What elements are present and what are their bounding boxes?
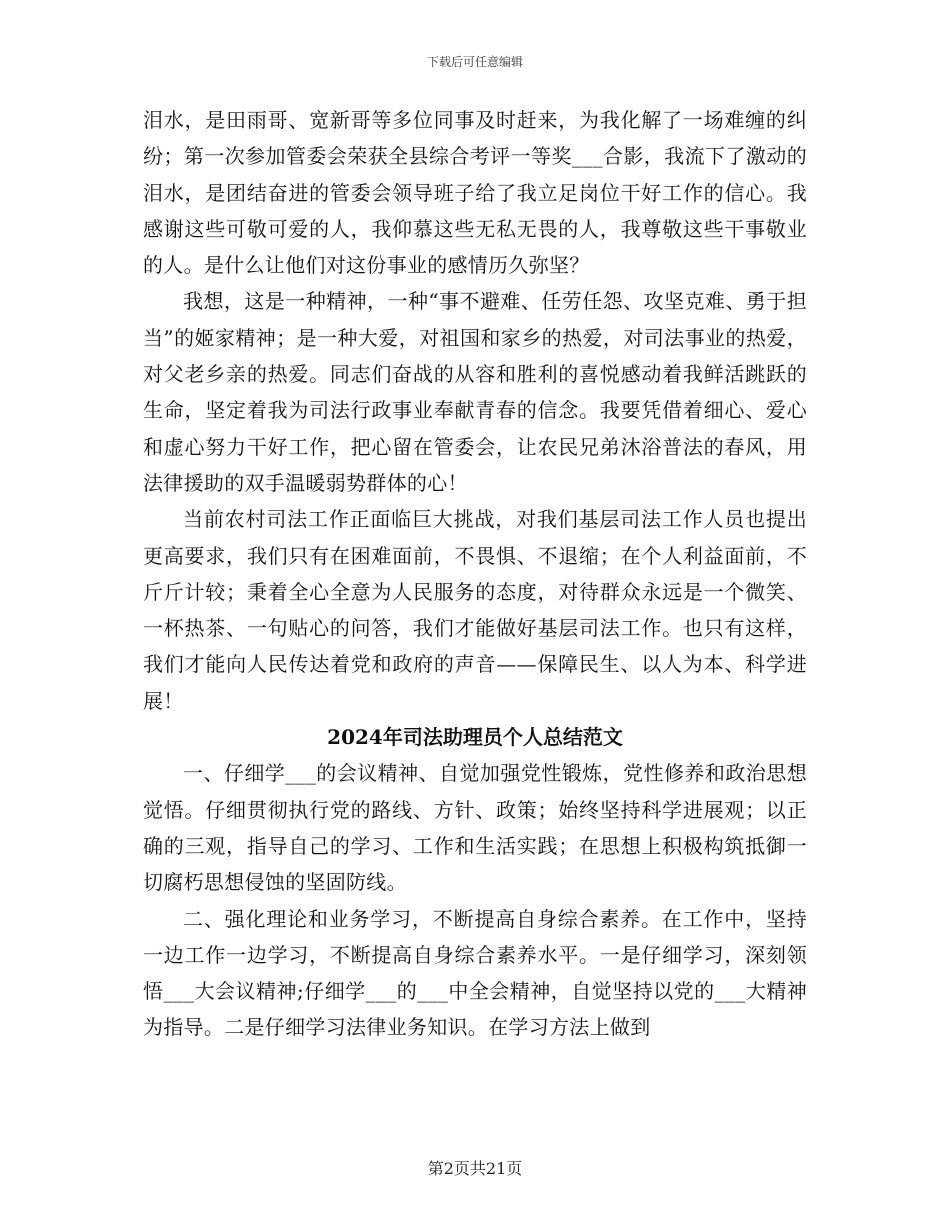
paragraph: 一、仔细学___的会议精神、自觉加强党性锻炼，党性修养和政治思想觉悟。仔细贯彻执行党的路线、方针、政策；始终坚持科学进展观；以正确的三观，指导自己的学习、工作和生活实践；在思想上积极构筑抵御一切腐朽思想侵蚀的坚固防线。 — [143, 761, 807, 895]
section-title: 2024年司法助理员个人总结范文 — [327, 725, 623, 750]
paragraph: 二、强化理论和业务学习，不断提高自身综合素养。在工作中，坚持一边工作一边学习，不断提高自身综合素养水平。一是仔细学习，深刻领悟___大会议精神;仔细学___的___中全会精神，自觉坚持以党的___大精神为指导。二是仔细学习法律业务知识。在学习方法上做到 — [143, 906, 807, 1040]
paragraph: 当前农村司法工作正面临巨大挑战，对我们基层司法工作人员也提出更高要求，我们只有在困难面前，不畏惧、不退缩；在个人利益面前，不斤斤计较；秉着全心全意为人民服务的态度，对待群众永远是一个微笑、一杯热茶、一句贴心的问答，我们才能做好基层司法工作。也只有这样，我们才能向人民传达着党和政府的声音——保障民生、以人为本、科学进展！ — [143, 507, 807, 713]
document-body — [143, 102, 807, 1046]
paragraph: 我想，这是一种精神，一种“事不避难、任劳任怨、攻坚克难、勇于担当”的姬家精神；是一种大爱，对祖国和家乡的热爱，对司法事业的热爱，对父老乡亲的热爱。同志们奋战的从容和胜利的喜悦感动着我鲜活跳跃的生命，坚定着我为司法行政事业奉献青春的信念。我要凭借着细心、爱心和虚心努力干好工作，把心留在管委会，让农民兄弟沐浴普法的春风，用法律援助的双手温暖弱势群体的心！ — [143, 289, 807, 495]
page-number: 第2页共21页 — [427, 1159, 523, 1178]
header-note: 下载后可任意编辑 — [426, 55, 523, 69]
paragraph: 泪水，是田雨哥、宽新哥等多位同事及时赶来，为我化解了一场难缠的纠纷；第一次参加管委会荣获全县综合考评一等奖___合影，我流下了激动的泪水，是团结奋进的管委会领导班子给了我立足岗位干好工作的信心。我感谢这些可敬可爱的人，我仰慕这些无私无畏的人，我尊敬这些干事敬业的人。是什么让他们对这份事业的感情历久弥坚？ — [143, 108, 807, 278]
